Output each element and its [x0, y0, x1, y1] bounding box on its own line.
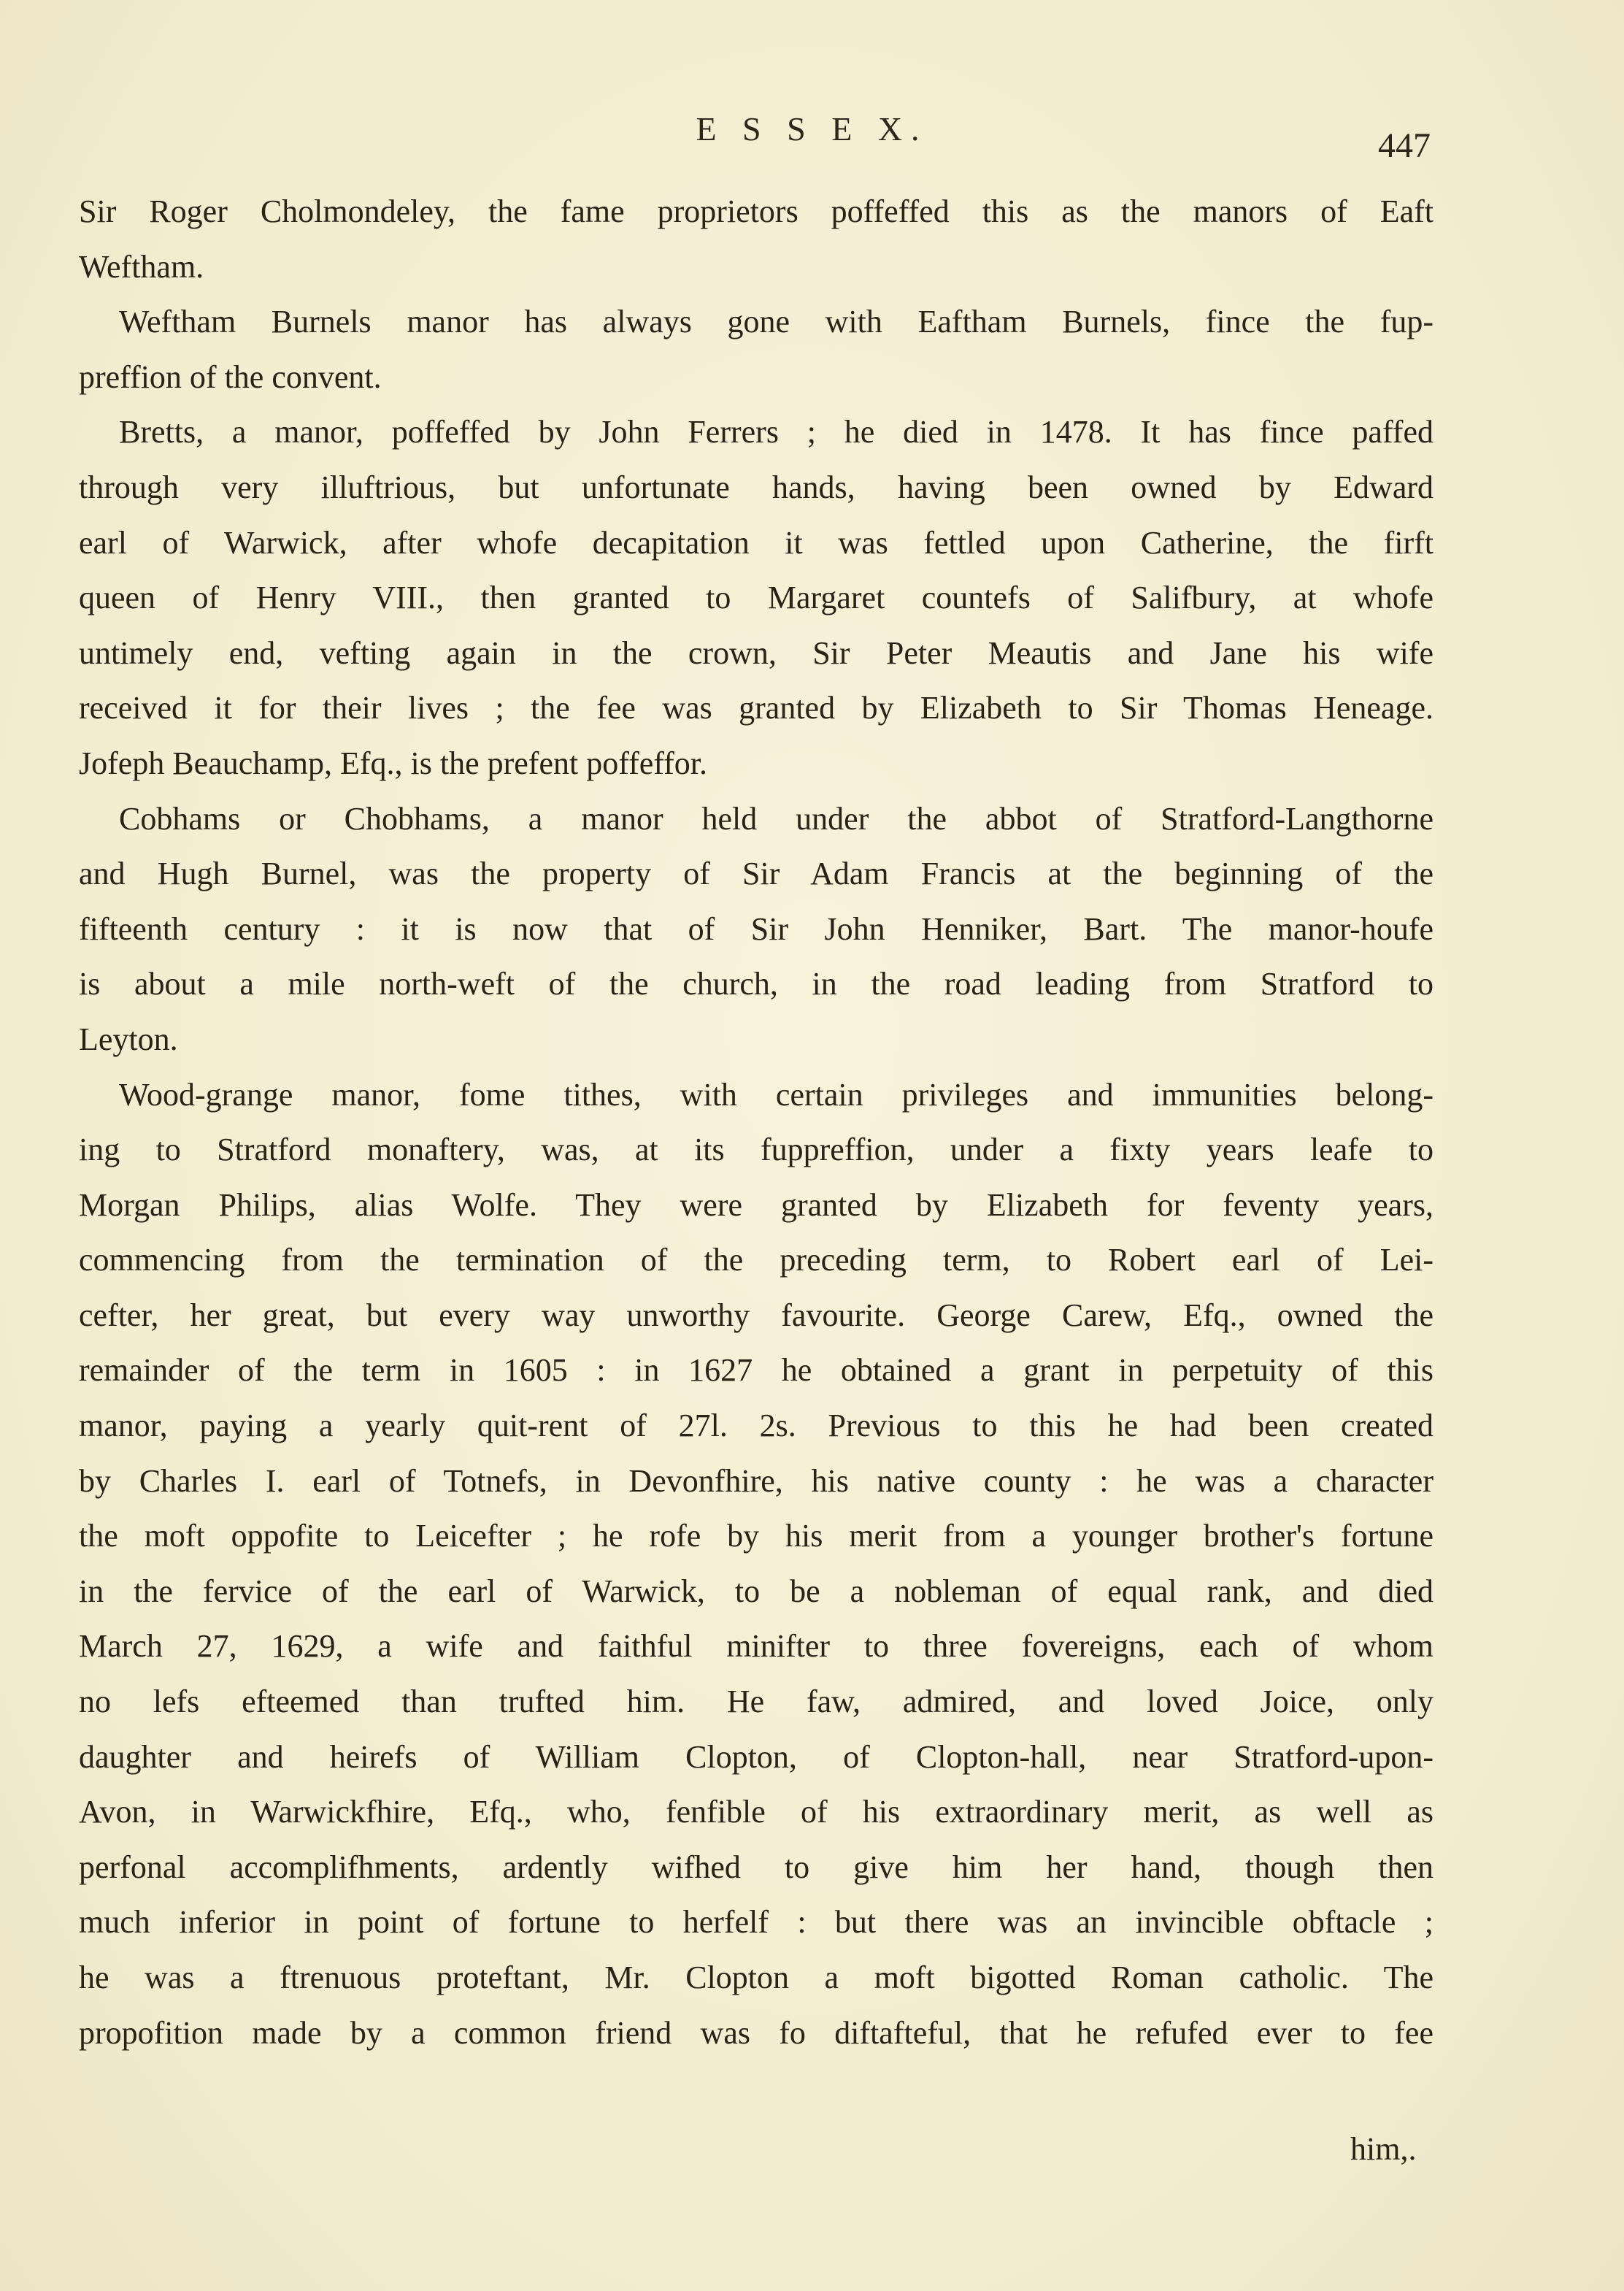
- text-line: commencing from the termination of the preceding term, to Robert earl of Lei-: [79, 1242, 1433, 1278]
- text-line: propofition made by a common friend was fo diftafteful, that he refufed ever to fee: [79, 2014, 1433, 2051]
- text-line: fifteenth century : it is now that of Sir John Henniker, Bart. The manor-houfe: [79, 910, 1433, 947]
- text-line: in the fervice of the earl of Warwick, to be a nobleman of equal rank, and died: [79, 1573, 1433, 1609]
- text-line: cefter, her great, but every way unworthy favourite. George Carew, Efq., owned the: [79, 1297, 1433, 1333]
- paragraph-start-line: Cobhams or Chobhams, a manor held under the abbot of Stratford-Langthorne: [119, 800, 1433, 837]
- text-line: earl of Warwick, after whofe decapitation it was fettled upon Catherine, the firft: [79, 524, 1433, 561]
- text-line: Leyton.: [79, 1021, 178, 1057]
- text-line: queen of Henry VIII., then granted to Margaret countefs of Salifbury, at whofe: [79, 580, 1433, 616]
- text-line: and Hugh Burnel, was the property of Sir Adam Francis at the beginning of the: [79, 856, 1433, 892]
- text-line: March 27, 1629, a wife and faithful minifter to three fovereigns, each of whom: [79, 1628, 1433, 1665]
- text-line: untimely end, vefting again in the crown, Sir Peter Meautis and Jane his wife: [79, 634, 1433, 671]
- text-line: daughter and heirefs of William Clopton, of Clopton-hall, near Stratford-upon-: [79, 1738, 1433, 1775]
- text-line: no lefs efteemed than trufted him. He faw, admired, and loved Joice, only: [79, 1684, 1433, 1720]
- running-head-title: E S S E X.: [696, 110, 928, 147]
- text-line: remainder of the term in 1605 : in 1627 he obtained a grant in perpetuity of this: [79, 1352, 1433, 1389]
- text-line: is about a mile north-weft of the church, in the road leading from Stratford to: [79, 966, 1433, 1002]
- text-line: the moft oppofite to Leicefter ; he rofe by his merit from a younger brother's fortune: [79, 1518, 1433, 1554]
- text-line: Weftham.: [79, 248, 204, 285]
- text-line: Sir Roger Cholmondeley, the fame proprietors poffeffed this as the manors of Eaft: [79, 193, 1433, 229]
- text-line: much inferior in point of fortune to herfelf : but there was an invincible obftacle ;: [79, 1904, 1433, 1941]
- catchword: him,.: [1350, 2131, 1417, 2167]
- paragraph-start-line: Bretts, a manor, poffeffed by John Ferrers ; he died in 1478. It has fince paffed: [119, 414, 1433, 450]
- paragraph-start-line: Wood-grange manor, fome tithes, with certain privileges and immunities belong-: [119, 1076, 1433, 1113]
- text-line: received it for their lives ; the fee was granted by Elizabeth to Sir Thomas Heneage.: [79, 690, 1433, 726]
- text-line: ing to Stratford monaftery, was, at its fuppreffion, under a fixty years leafe to: [79, 1132, 1433, 1168]
- text-line: Avon, in Warwickfhire, Efq., who, fenfible of his extraordinary merit, as well as: [79, 1794, 1433, 1830]
- text-line: manor, paying a yearly quit-rent of 27l. 2s. Previous to this he had been created: [79, 1408, 1433, 1444]
- text-line: Jofeph Beauchamp, Efq., is the prefent poffeffor.: [79, 745, 707, 781]
- paragraph-start-line: Weftham Burnels manor has always gone with Eaftham Burnels, fince the fup-: [119, 304, 1433, 340]
- page-number: 447: [1378, 126, 1431, 165]
- text-line: he was a ftrenuous proteftant, Mr. Clopton a moft bigotted Roman catholic. The: [79, 1960, 1433, 1995]
- text-line: Morgan Philips, alias Wolfe. They were granted by Elizabeth for feventy years,: [79, 1186, 1433, 1223]
- text-line: preffion of the convent.: [79, 358, 382, 395]
- body-text: [79, 184, 1433, 2060]
- text-line: perfonal accomplifhments, ardently wifhed to give him her hand, though then: [79, 1849, 1433, 1885]
- text-line: through very illuftrious, but unfortunate hands, having been owned by Edward: [79, 469, 1433, 505]
- text-line: by Charles I. earl of Totnefs, in Devonfhire, his native county : he was a character: [79, 1462, 1433, 1499]
